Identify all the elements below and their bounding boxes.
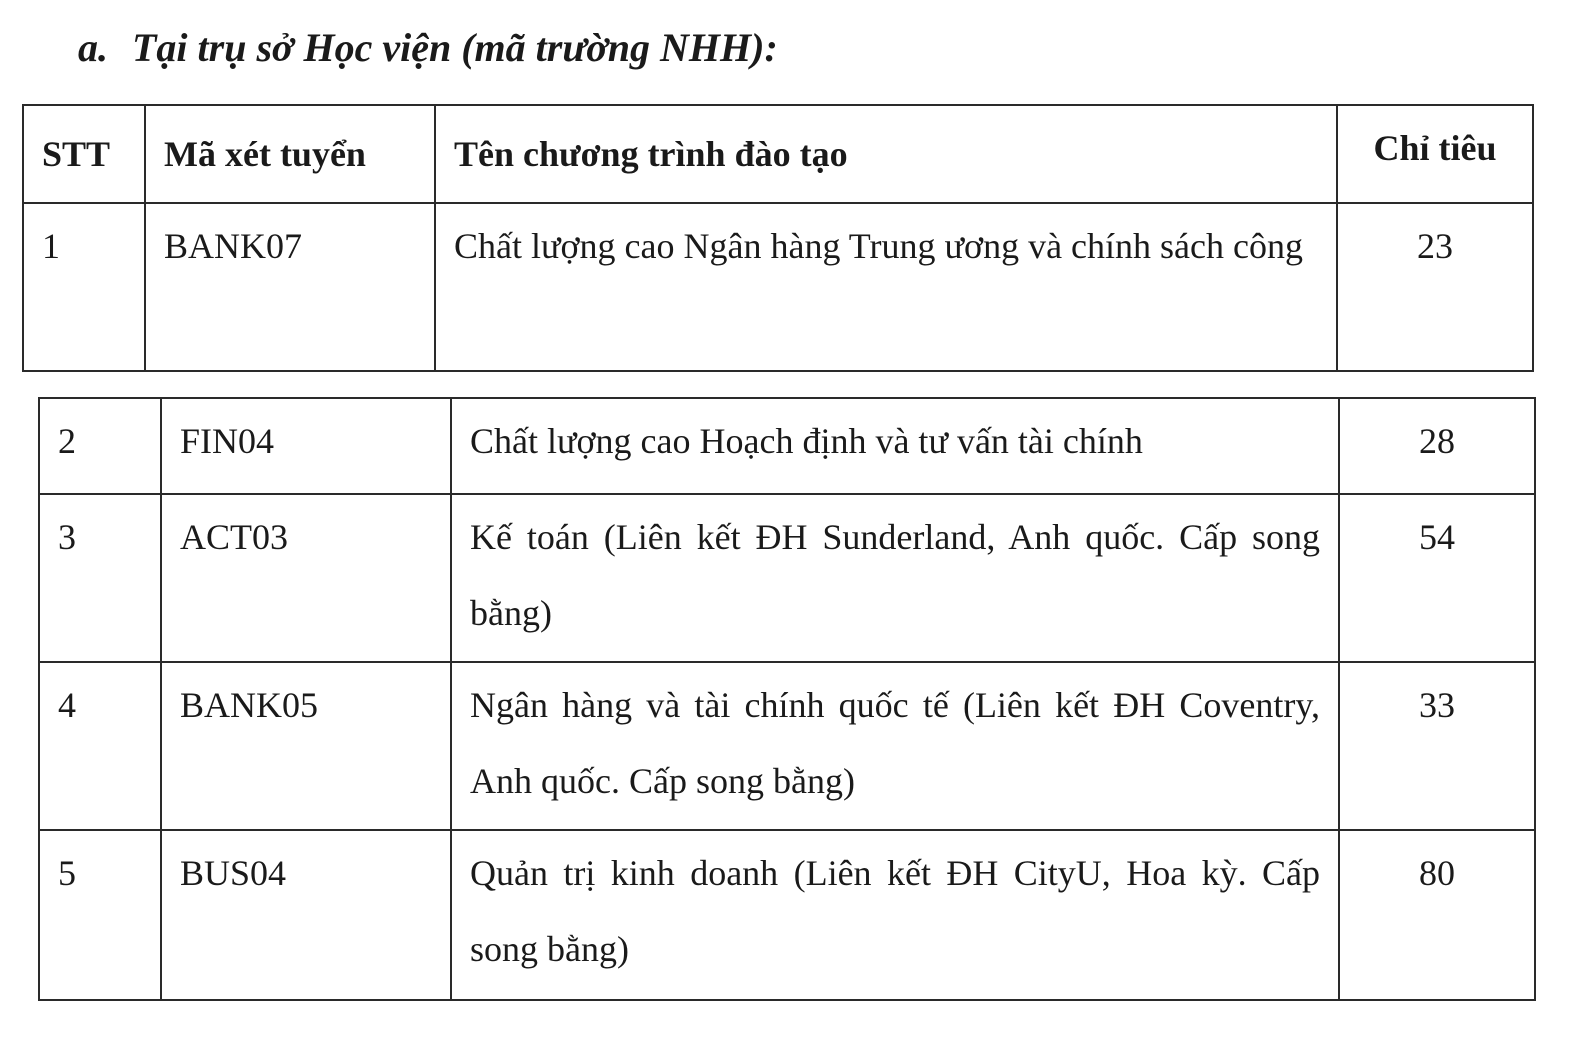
header-code: Mã xét tuyển xyxy=(145,105,435,203)
row-program: Chất lượng cao Hoạch định và tư vấn tài chính xyxy=(451,398,1339,494)
row-quota: 23 xyxy=(1337,203,1533,371)
row-quota: 80 xyxy=(1339,830,1535,1000)
row-program: Quản trị kinh doanh (Liên kết ĐH CityU, Hoa kỳ. Cấp song bằng) xyxy=(451,830,1339,1000)
row-stt: 3 xyxy=(39,494,161,662)
row-code: BUS04 xyxy=(161,830,451,1000)
row-program: Chất lượng cao Ngân hàng Trung ương và chính sách công xyxy=(435,203,1337,371)
row-quota: 54 xyxy=(1339,494,1535,662)
row-program: Ngân hàng và tài chính quốc tế (Liên kết ĐH Coventry, Anh quốc. Cấp song bằng) xyxy=(451,662,1339,830)
header-quota: Chỉ tiêu xyxy=(1337,105,1533,203)
section-heading xyxy=(78,24,778,71)
row-code: BANK07 xyxy=(145,203,435,371)
row-stt: 5 xyxy=(39,830,161,1000)
header-stt: STT xyxy=(23,105,145,203)
row-quota: 28 xyxy=(1339,398,1535,494)
table-row xyxy=(39,494,1535,662)
program-table-part-1 xyxy=(22,104,1534,372)
section-title: Tại trụ sở Học viện (mã trường NHH): xyxy=(132,25,778,70)
program-table-part-2 xyxy=(38,397,1536,1001)
row-stt: 1 xyxy=(23,203,145,371)
row-code: BANK05 xyxy=(161,662,451,830)
table-row xyxy=(39,830,1535,1000)
row-stt: 2 xyxy=(39,398,161,494)
row-code: FIN04 xyxy=(161,398,451,494)
header-program: Tên chương trình đào tạo xyxy=(435,105,1337,203)
row-code: ACT03 xyxy=(161,494,451,662)
row-stt: 4 xyxy=(39,662,161,830)
section-marker: a. xyxy=(78,25,108,70)
table-row xyxy=(39,662,1535,830)
table-row xyxy=(23,203,1533,371)
row-quota: 33 xyxy=(1339,662,1535,830)
row-program: Kế toán (Liên kết ĐH Sunderland, Anh quốc. Cấp song bằng) xyxy=(451,494,1339,662)
